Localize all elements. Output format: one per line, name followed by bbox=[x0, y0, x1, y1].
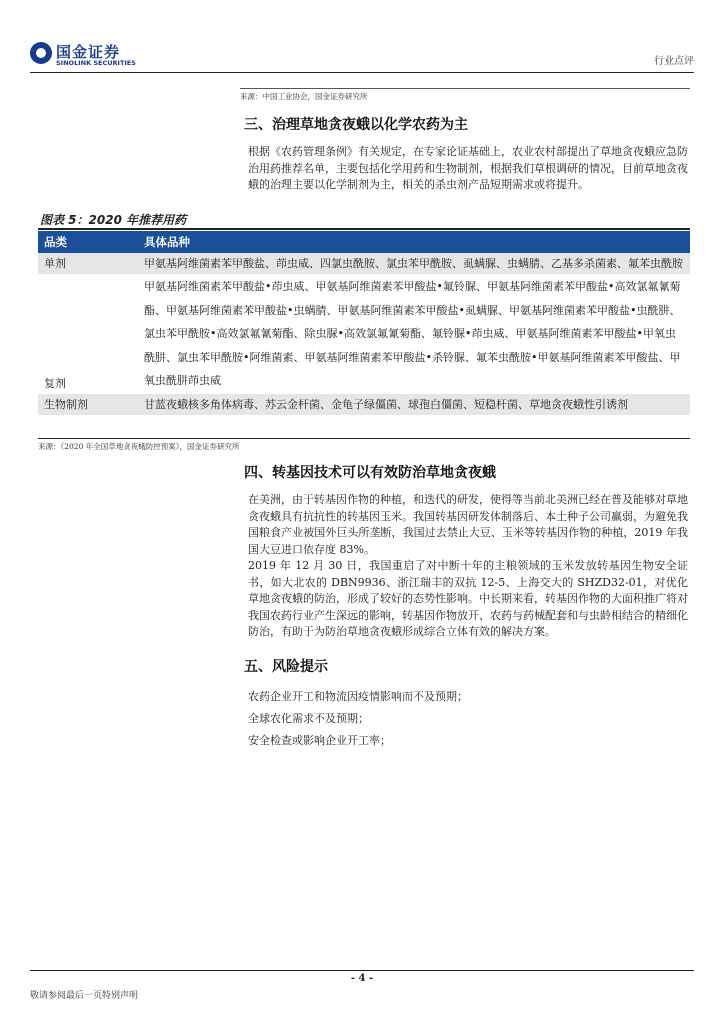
logo-en-text: SINOLINK SECURITIES bbox=[56, 59, 136, 67]
risk-item: 农药企业开工和物流因疫情影响而不及预期； bbox=[248, 690, 468, 703]
table-cell-category: 生物制剂 bbox=[38, 394, 138, 415]
top-source-note: 来源：中国工业协会，国金证券研究所 bbox=[240, 92, 368, 101]
recommended-pesticides-table bbox=[38, 231, 690, 415]
section5-title: 五、风险提示 bbox=[244, 659, 328, 675]
figure-title-divider bbox=[38, 228, 690, 230]
section3-title: 三、治理草地贪夜蛾以化学农药为主 bbox=[244, 117, 468, 133]
logo-cn-text: 国金证券 bbox=[56, 43, 121, 61]
risk-item: 全球农化需求不及预期； bbox=[248, 712, 369, 725]
section4-paragraph-2: 2019 年 12 月 30 日，我国重启了对中断十年的主粮领域的玉米发放转基因生物安全证书，如大北农的 DBN9936、浙江瑞丰的双抗 12-5、上海交大的 SHZD32-01，对优化草地贪夜蛾的防治，形成了较好的态势性影响。中长期来看，转基因作物的大面积推广将对我国农药行业产生深远的影响，转基因作物放开、农药与药械配套和与虫龄相结合的精细化防治，有助于为防治草地贪夜蛾形成综合立体有效的解决方案。 bbox=[248, 559, 688, 638]
section4-title: 四、转基因技术可以有效防治草地贪夜蛾 bbox=[244, 465, 496, 481]
footer-divider bbox=[30, 970, 694, 971]
table-row bbox=[38, 394, 690, 415]
table-cell-items: 甘蓝夜蛾核多角体病毒、苏云金杆菌、金龟子绿僵菌、球孢白僵菌、短稳杆菌、草地贪夜蛾性引诱剂 bbox=[138, 394, 690, 415]
company-logo bbox=[30, 38, 160, 70]
table-header-row bbox=[38, 231, 690, 253]
table-cell-category: 单剂 bbox=[38, 253, 138, 274]
top-source-divider bbox=[240, 88, 690, 89]
section3-paragraph: 根据《农药管理条例》有关规定，在专家论证基础上，农业农村部提出了草地贪夜蛾应急防治用药推荐名单，主要包括化学用药和生物制剂，根据我们草根调研的情况，目前草地贪夜蛾的治理主要以化学制剂为主，相关的杀虫剂产品短期需求或将提升。 bbox=[248, 145, 688, 191]
report-type: 行业点评 bbox=[654, 56, 694, 67]
risk-item: 安全检查或影响企业开工率； bbox=[248, 734, 391, 747]
page-header bbox=[30, 38, 694, 76]
table-header-category: 品类 bbox=[38, 231, 138, 253]
footer-disclaimer: 敬请参阅最后一页特别声明 bbox=[30, 991, 139, 1001]
table-row bbox=[38, 253, 690, 274]
table-row bbox=[38, 274, 690, 394]
header-divider bbox=[30, 72, 694, 73]
logo-mark-icon bbox=[30, 42, 52, 64]
table-bottom-divider bbox=[38, 438, 690, 439]
table-cell-items: 甲氨基阿维菌素苯甲酸盐•茚虫威、甲氨基阿维菌素苯甲酸盐•氟铃脲、甲氨基阿维菌素苯甲酸盐•高效氯氟氰菊酯、甲氨基阿维菌素苯甲酸盐•虫螨腈、甲氨基阿维菌素苯甲酸盐•虱螨脲、甲氨基阿维菌素苯甲酸盐•虫酰肼、氯虫苯甲酰胺•高效氯氟氰菊酯、除虫脲•高效氯氟氰菊酯、氟铃脲•茚虫威、甲氨基阿维菌素苯甲酸盐•甲氧虫酰肼、氯虫苯甲酰胺•阿维菌素、甲氨基阿维菌素苯甲酸盐•杀铃脲、氟苯虫酰胺•甲氨基阿维菌素苯甲酸盐、甲氧虫酰肼茚虫威 bbox=[144, 280, 681, 387]
table-header-items: 具体品种 bbox=[138, 231, 690, 253]
table-cell-category: 复剂 bbox=[44, 376, 66, 390]
table-cell-items: 甲氨基阿维菌素苯甲酸盐、茚虫威、四氯虫酰胺、氯虫苯甲酰胺、虱螨脲、虫螨腈、乙基多杀菌素、氟苯虫酰胺 bbox=[138, 253, 690, 274]
section4-paragraph-1: 在美洲，由于转基因作物的种植，和迭代的研发，使得等当前北美洲已经在普及能够对草地贪夜蛾具有抗抗性的转基因玉米。我国转基因研发体制落后、本土种子公司羸弱，为避免我国粮食产业被国外巨头所垄断，我国过去禁止大豆、玉米等转基因作物的种植，2019 年我国大豆进口依存度 83%。 bbox=[248, 493, 688, 556]
figure-title: 图表 5：2020 年推荐用药 bbox=[40, 213, 187, 227]
figure-source-note: 来源：《2020 年全国草地贪夜蛾防控预案》，国金证券研究所 bbox=[38, 442, 240, 451]
page-number: - 4 - bbox=[350, 973, 374, 984]
